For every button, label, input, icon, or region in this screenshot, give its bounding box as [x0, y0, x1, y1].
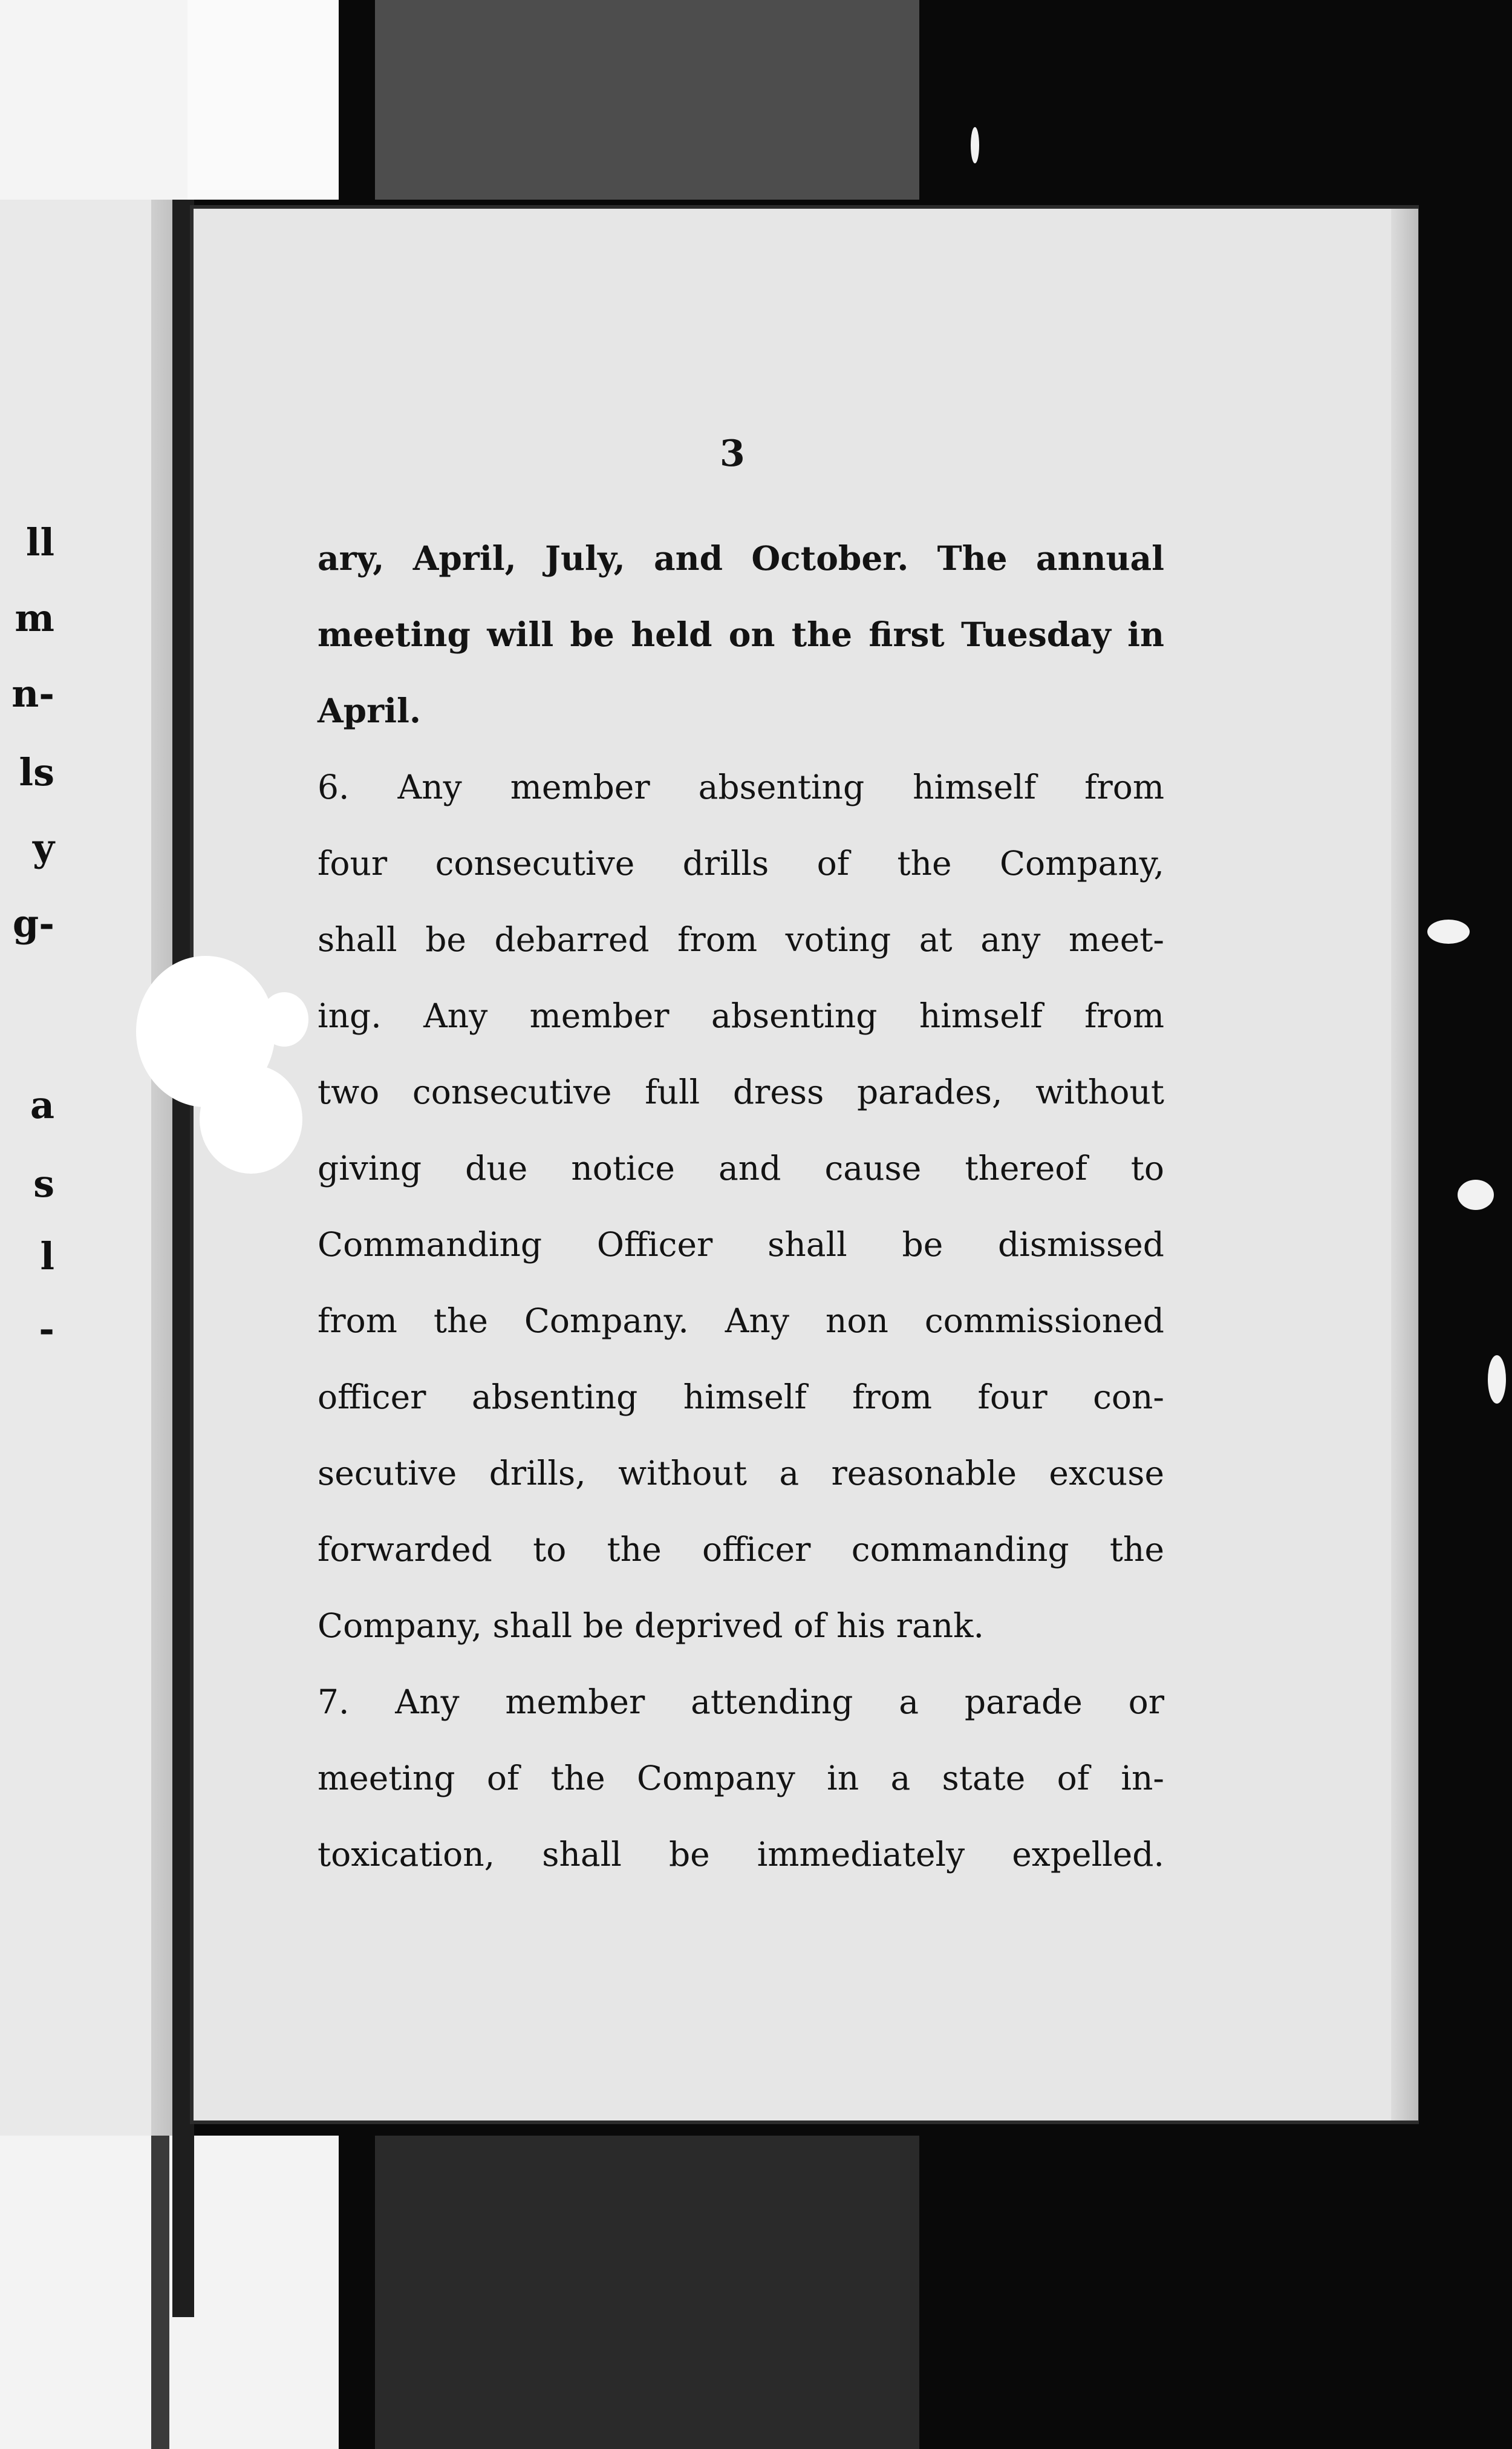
- page-number: 3: [720, 433, 745, 475]
- damage-blot: [200, 1065, 302, 1174]
- fragment: ls: [19, 750, 54, 794]
- text-line: toxication, shall be immediately expelled.: [318, 1835, 1164, 1874]
- book-gutter: [172, 200, 194, 2317]
- text-line: shall be debarred from voting at any meet-: [318, 920, 1164, 959]
- fragment: n-: [11, 672, 54, 716]
- fragment: s: [33, 1162, 54, 1206]
- text-line: two consecutive full dress parades, without: [318, 1073, 1164, 1111]
- text-line: April.: [318, 691, 422, 730]
- film-border-bottom: [375, 2136, 919, 2449]
- text-line: Commanding Officer shall be dismissed: [318, 1225, 1164, 1264]
- text-line: giving due notice and cause thereof to: [318, 1149, 1164, 1188]
- fragment: ll: [25, 520, 54, 564]
- text-line: ing. Any member absenting himself from: [318, 996, 1164, 1035]
- damage-blot: [260, 992, 308, 1047]
- adjacent-page-top-strip: [0, 0, 203, 200]
- gutter-shadow-bottom: [151, 2136, 169, 2449]
- text-line: forwarded to the officer commanding the: [318, 1530, 1164, 1569]
- adjacent-page-bottom-strip: [0, 2136, 339, 2449]
- fragment: -: [39, 1307, 54, 1351]
- film-speck: [1488, 1355, 1506, 1404]
- text-line: ary, April, July, and October. The annual: [318, 538, 1164, 578]
- fragment: g-: [12, 901, 54, 946]
- film-border-top: [375, 0, 919, 200]
- fragment: a: [30, 1083, 54, 1127]
- fragment: m: [15, 596, 54, 640]
- text-line: officer absenting himself from four con-: [318, 1378, 1164, 1416]
- fragment: y: [32, 826, 54, 870]
- film-speck: [1458, 1180, 1494, 1210]
- film-speck: [971, 127, 979, 163]
- text-line: secutive drills, without a reasonable excuse: [318, 1454, 1164, 1493]
- text-line: meeting will be held on the first Tuesday in: [318, 615, 1164, 654]
- fragment: l: [40, 1234, 54, 1278]
- body-text: [318, 520, 1164, 1892]
- text-line: meeting of the Company in a state of in-: [318, 1759, 1164, 1797]
- film-speck: [1427, 920, 1470, 944]
- adjacent-page-top-strip-2: [187, 0, 339, 200]
- text-line: four consecutive drills of the Company,: [318, 844, 1164, 883]
- text-line: 6. Any member absenting himself from: [318, 768, 1164, 806]
- text-line: Company, shall be deprived of his rank.: [318, 1606, 984, 1645]
- text-line: 7. Any member attending a parade or: [318, 1682, 1164, 1721]
- page-edge: [1391, 209, 1418, 2120]
- text-line: from the Company. Any non commissioned: [318, 1301, 1164, 1340]
